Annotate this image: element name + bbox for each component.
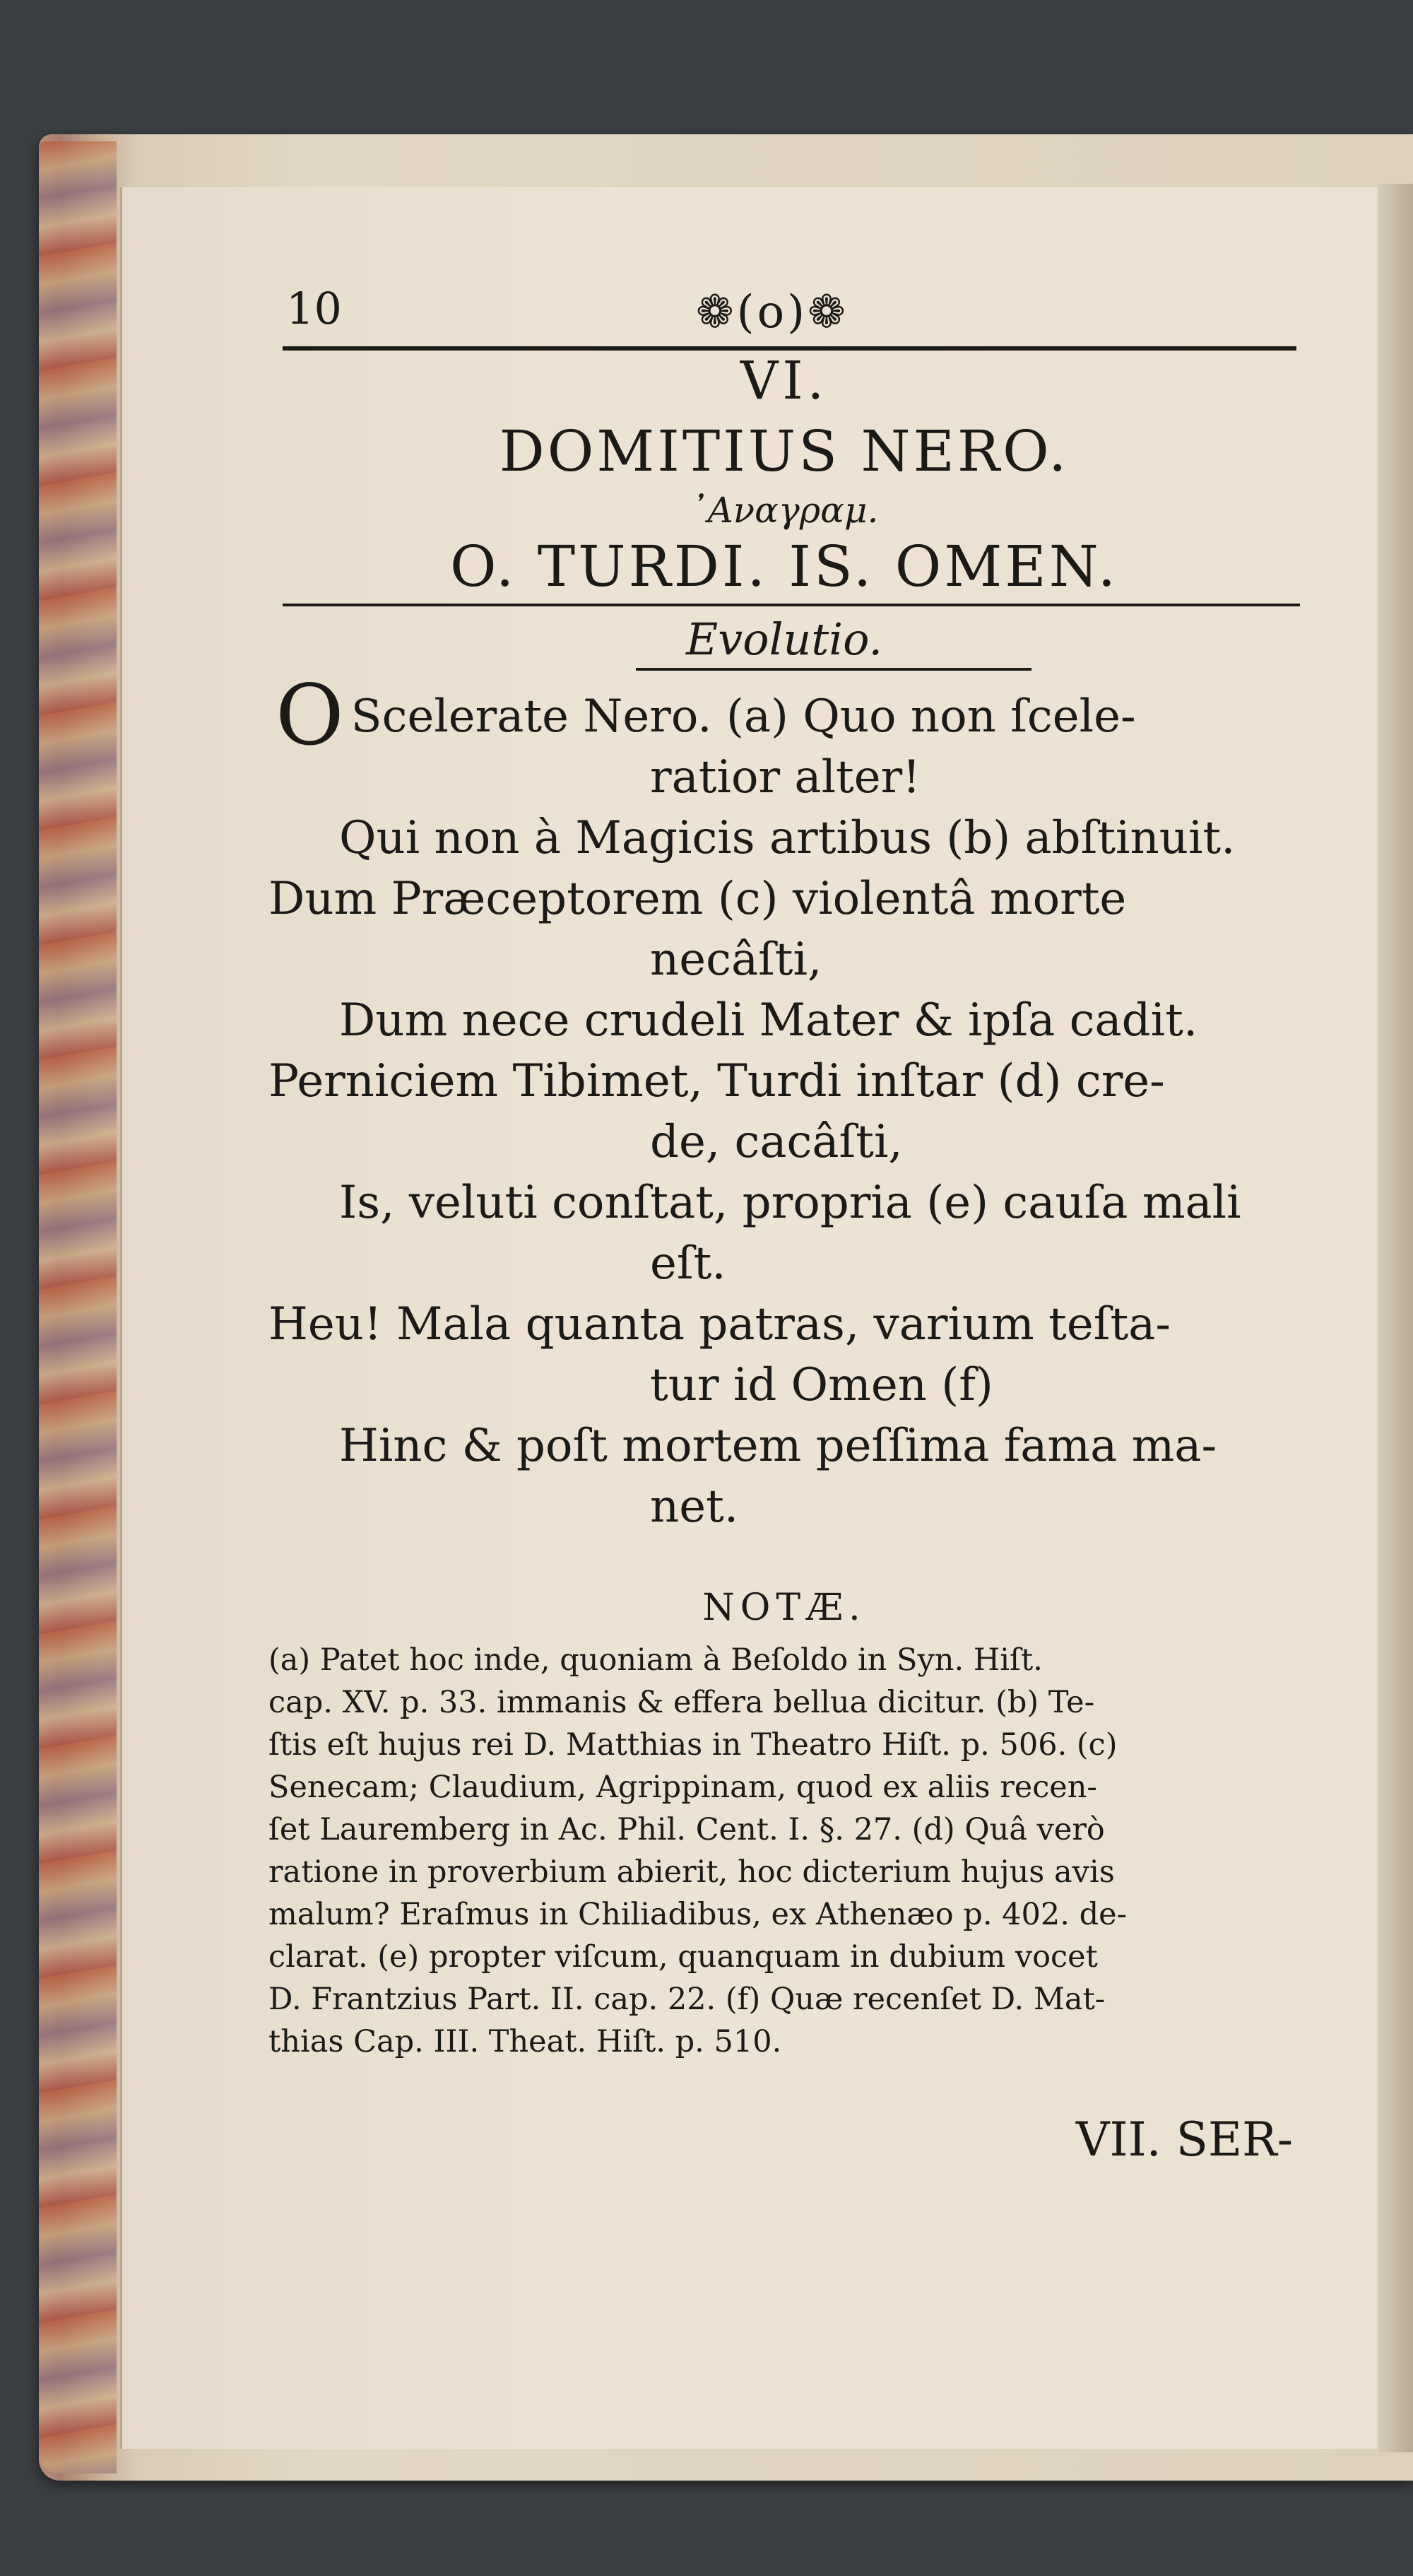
verse-line: ratior alter! bbox=[650, 751, 921, 804]
note-line: ſtis eſt hujus rei D. Matthias in Theatro Hiſt. p. 506. (c) bbox=[268, 1727, 1118, 1763]
verse-line: Dum nece crudeli Mater & ipſa cadit. bbox=[339, 994, 1198, 1047]
verse-line: net. bbox=[650, 1481, 739, 1533]
verse-line: Hinc & poſt mortem peſſima fama ma- bbox=[339, 1420, 1217, 1472]
ornament-icon: ❁(o)❁ bbox=[696, 286, 849, 339]
page-content bbox=[268, 269, 1300, 2167]
title-rule bbox=[283, 604, 1300, 606]
note-line: ratione in proverbium abierit, hoc dicterium hujus avis bbox=[268, 1854, 1115, 1890]
page-number: 10 bbox=[286, 283, 342, 334]
note-line: (a) Patet hoc inde, quoniam à Beſoldo in Syn. Hiſt. bbox=[268, 1642, 1043, 1678]
note-line: clarat. (e) propter viſcum, quanquam in dubium vocet bbox=[268, 1939, 1098, 1975]
page-fore-edge bbox=[1378, 184, 1413, 2452]
verse-line: eſt. bbox=[650, 1237, 726, 1290]
note-line: ſet Lauremberg in Ac. Phil. Cent. I. §. 27. (d) Quâ verò bbox=[268, 1812, 1105, 1847]
running-head bbox=[268, 269, 1300, 346]
section-title: DOMITIUS NERO. bbox=[499, 418, 1070, 484]
note-line: Senecam; Claudium, Agrippinam, quod ex aliis recen- bbox=[268, 1770, 1097, 1805]
verse-line: Heu! Mala quanta patras, varium teſta- bbox=[268, 1298, 1171, 1351]
verse-line: Qui non à Magicis artibus (b) abſtinuit. bbox=[339, 812, 1236, 864]
marbled-edge bbox=[39, 141, 117, 2474]
note-line: D. Frantzius Part. II. cap. 22. (f) Quæ recenſet D. Mat- bbox=[268, 1982, 1106, 2017]
verse-line: Perniciem Tibimet, Turdi inſtar (d) cre- bbox=[268, 1055, 1165, 1107]
note-line: thias Cap. III. Theat. Hiſt. p. 510. bbox=[268, 2024, 782, 2059]
verse-line: O Scelerate Nero. (a) Quo non ſcele- bbox=[276, 666, 1136, 764]
notes-heading: NOTÆ. bbox=[702, 1587, 866, 1629]
notes-block bbox=[268, 1639, 1300, 2063]
verse-block bbox=[268, 666, 1300, 1537]
initial-letter: O bbox=[276, 666, 344, 764]
catchword: VII. SER- bbox=[1075, 2112, 1293, 2167]
section-numeral: VI. bbox=[740, 351, 829, 411]
note-line: cap. XV. p. 33. immanis & efferа bellua dicitur. (b) Te- bbox=[268, 1685, 1095, 1720]
note-line: malum? Eraſmus in Chiliadibus, ex Athenæo p. 402. de- bbox=[268, 1897, 1128, 1932]
verse-line: Dum Præceptorem (c) violentâ morte bbox=[268, 873, 1127, 925]
evolutio-heading: Evolutio. bbox=[685, 613, 883, 665]
evolutio-rule bbox=[636, 668, 1031, 671]
verse-line: Is, veluti conſtat, propria (e) cauſa mali bbox=[339, 1177, 1241, 1229]
anagram: O. TURDI. IS. OMEN. bbox=[450, 534, 1118, 599]
verse-line: tur id Omen (f) bbox=[650, 1359, 993, 1411]
verse-line: de, cacâſti, bbox=[650, 1116, 903, 1168]
verse-line: necâſti, bbox=[650, 934, 822, 986]
anagram-label: ᾿Αναγραμ. bbox=[690, 490, 879, 531]
